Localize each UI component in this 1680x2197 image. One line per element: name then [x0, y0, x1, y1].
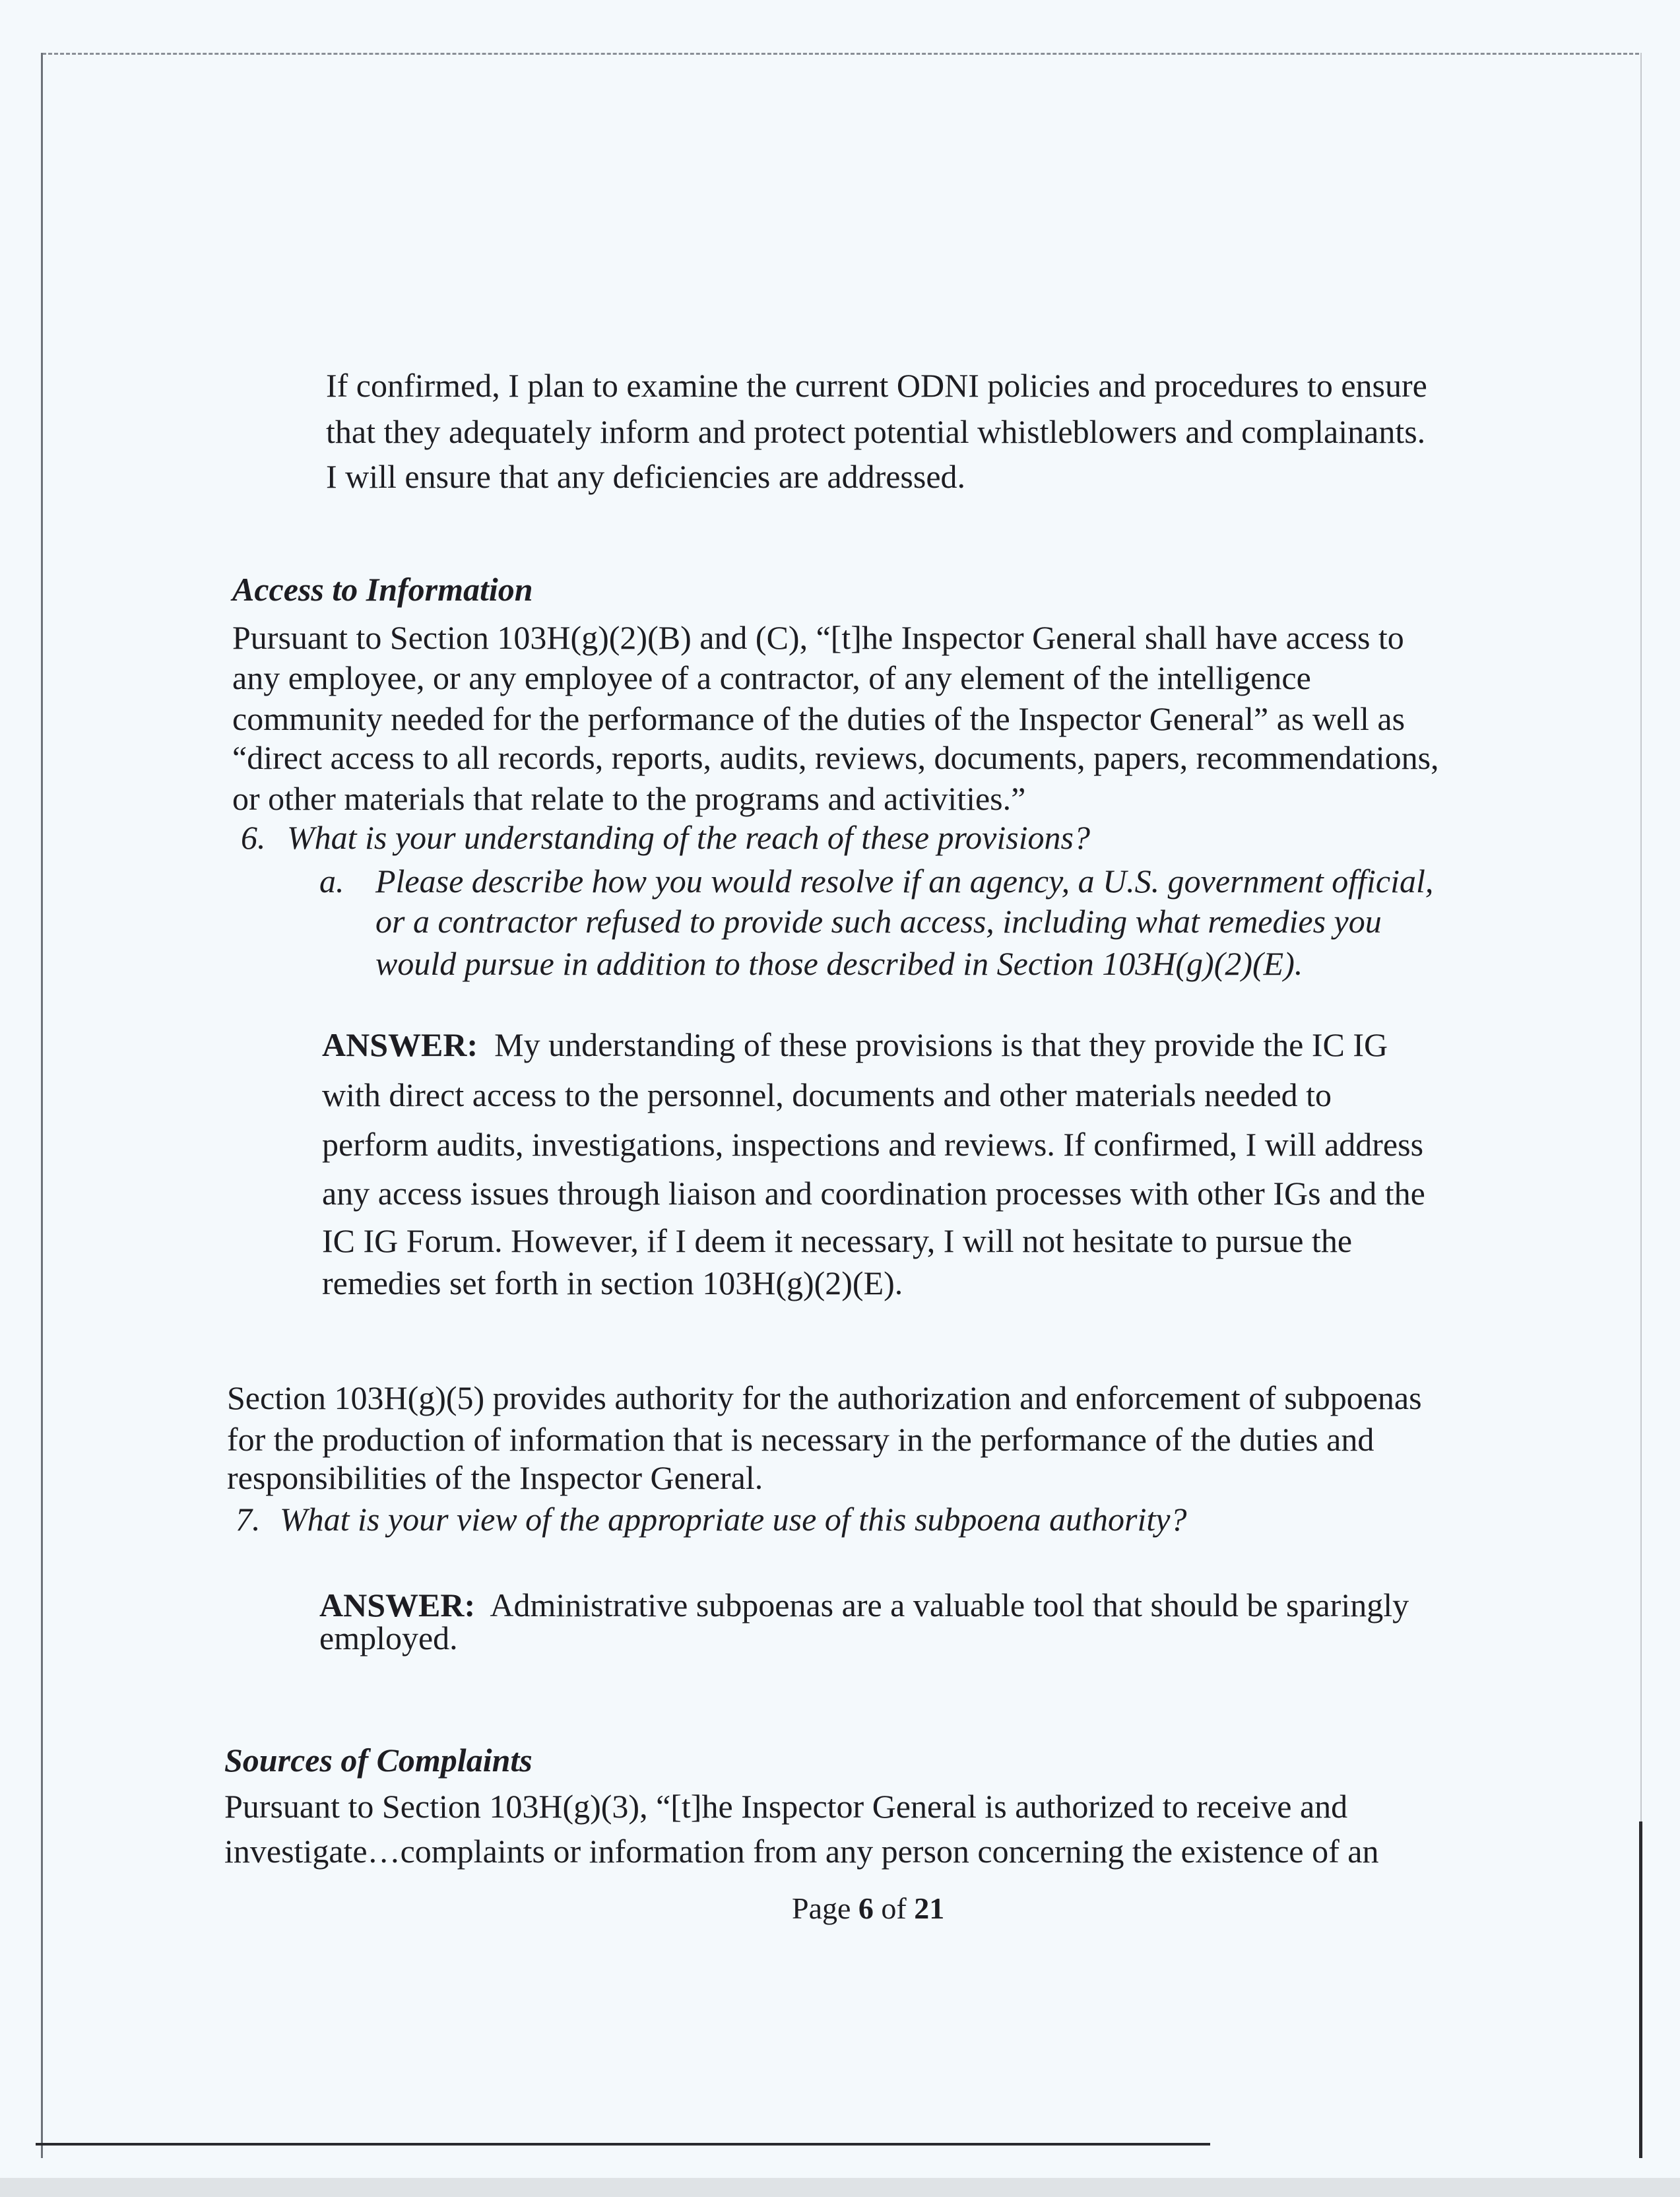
answer-line: with direct access to the personnel, documents and other materials needed to [322, 1076, 1332, 1113]
subquestion-line: Please describe how you would resolve if an agency, a U.S. government official, [375, 863, 1434, 900]
text-line: I will ensure that any deficiencies are addressed. [326, 458, 966, 495]
answer-line: employed. [319, 1620, 458, 1656]
scan-border-bottom [36, 2143, 1210, 2146]
text-line: responsibilities of the Inspector General. [227, 1459, 763, 1496]
answer-line: any access issues through liaison and coordination processes with other IGs and the [322, 1175, 1425, 1212]
scan-border-top [42, 53, 1639, 55]
text-line: Pursuant to Section 103H(g)(2)(B) and (C), “[t]he Inspector General shall have access to [232, 619, 1404, 656]
question-number: 7. [236, 1501, 261, 1538]
section-heading: Access to Information [232, 571, 533, 608]
text-line: Section 103H(g)(5) provides authority for the authorization and enforcement of subpoenas [227, 1379, 1422, 1416]
page-prefix: Page [792, 1891, 851, 1925]
scan-border-left [41, 53, 43, 2158]
page-total: 21 [914, 1891, 945, 1925]
text-line: community needed for the performance of the duties of the Inspector General” as well as [232, 700, 1405, 737]
answer-line: remedies set forth in section 103H(g)(2)(E). [322, 1264, 903, 1301]
subquestion-line: or a contractor refused to provide such access, including what remedies you [375, 903, 1382, 940]
answer-text: Administrative subpoenas are a valuable tool that should be sparingly [490, 1587, 1409, 1623]
answer-text: My understanding of these provisions is that they provide the IC IG [494, 1026, 1388, 1063]
answer-line [319, 1585, 1409, 1625]
page-current: 6 [858, 1891, 874, 1925]
answer-label: ANSWER: [319, 1587, 476, 1623]
text-line: Pursuant to Section 103H(g)(3), “[t]he Inspector General is authorized to receive and [224, 1788, 1348, 1825]
answer-label: ANSWER: [322, 1026, 478, 1063]
scan-border-right-dark [1639, 1821, 1642, 2158]
scan-edge [0, 2178, 1680, 2197]
answer-line: IC IG Forum. However, if I deem it necessary, I will not hesitate to pursue the [322, 1222, 1353, 1259]
page-number [792, 1889, 944, 1928]
subquestion-letter: a. [319, 863, 344, 900]
question-text: What is your view of the appropriate use of this subpoena authority? [280, 1501, 1187, 1538]
subquestion-line: would pursue in addition to those described in Section 103H(g)(2)(E). [375, 945, 1303, 982]
question-text: What is your understanding of the reach of these provisions? [287, 819, 1091, 856]
question-number: 6. [241, 819, 266, 856]
text-line: that they adequately inform and protect potential whistleblowers and complainants. [326, 413, 1426, 450]
text-line: or other materials that relate to the programs and activities.” [232, 780, 1026, 817]
text-line: “direct access to all records, reports, audits, reviews, documents, papers, recommendations, [232, 739, 1439, 776]
text-line: for the production of information that is necessary in the performance of the duties and [227, 1421, 1374, 1458]
answer-line: perform audits, investigations, inspections and reviews. If confirmed, I will address [322, 1126, 1424, 1163]
page-of: of [881, 1891, 907, 1925]
text-line: If confirmed, I plan to examine the current ODNI policies and procedures to ensure [326, 367, 1427, 404]
answer-line [322, 1025, 1388, 1065]
text-line: investigate…complaints or information from any person concerning the existence of an [224, 1833, 1379, 1870]
section-heading: Sources of Complaints [224, 1742, 533, 1779]
text-line: any employee, or any employee of a contractor, of any element of the intelligence [232, 659, 1311, 696]
